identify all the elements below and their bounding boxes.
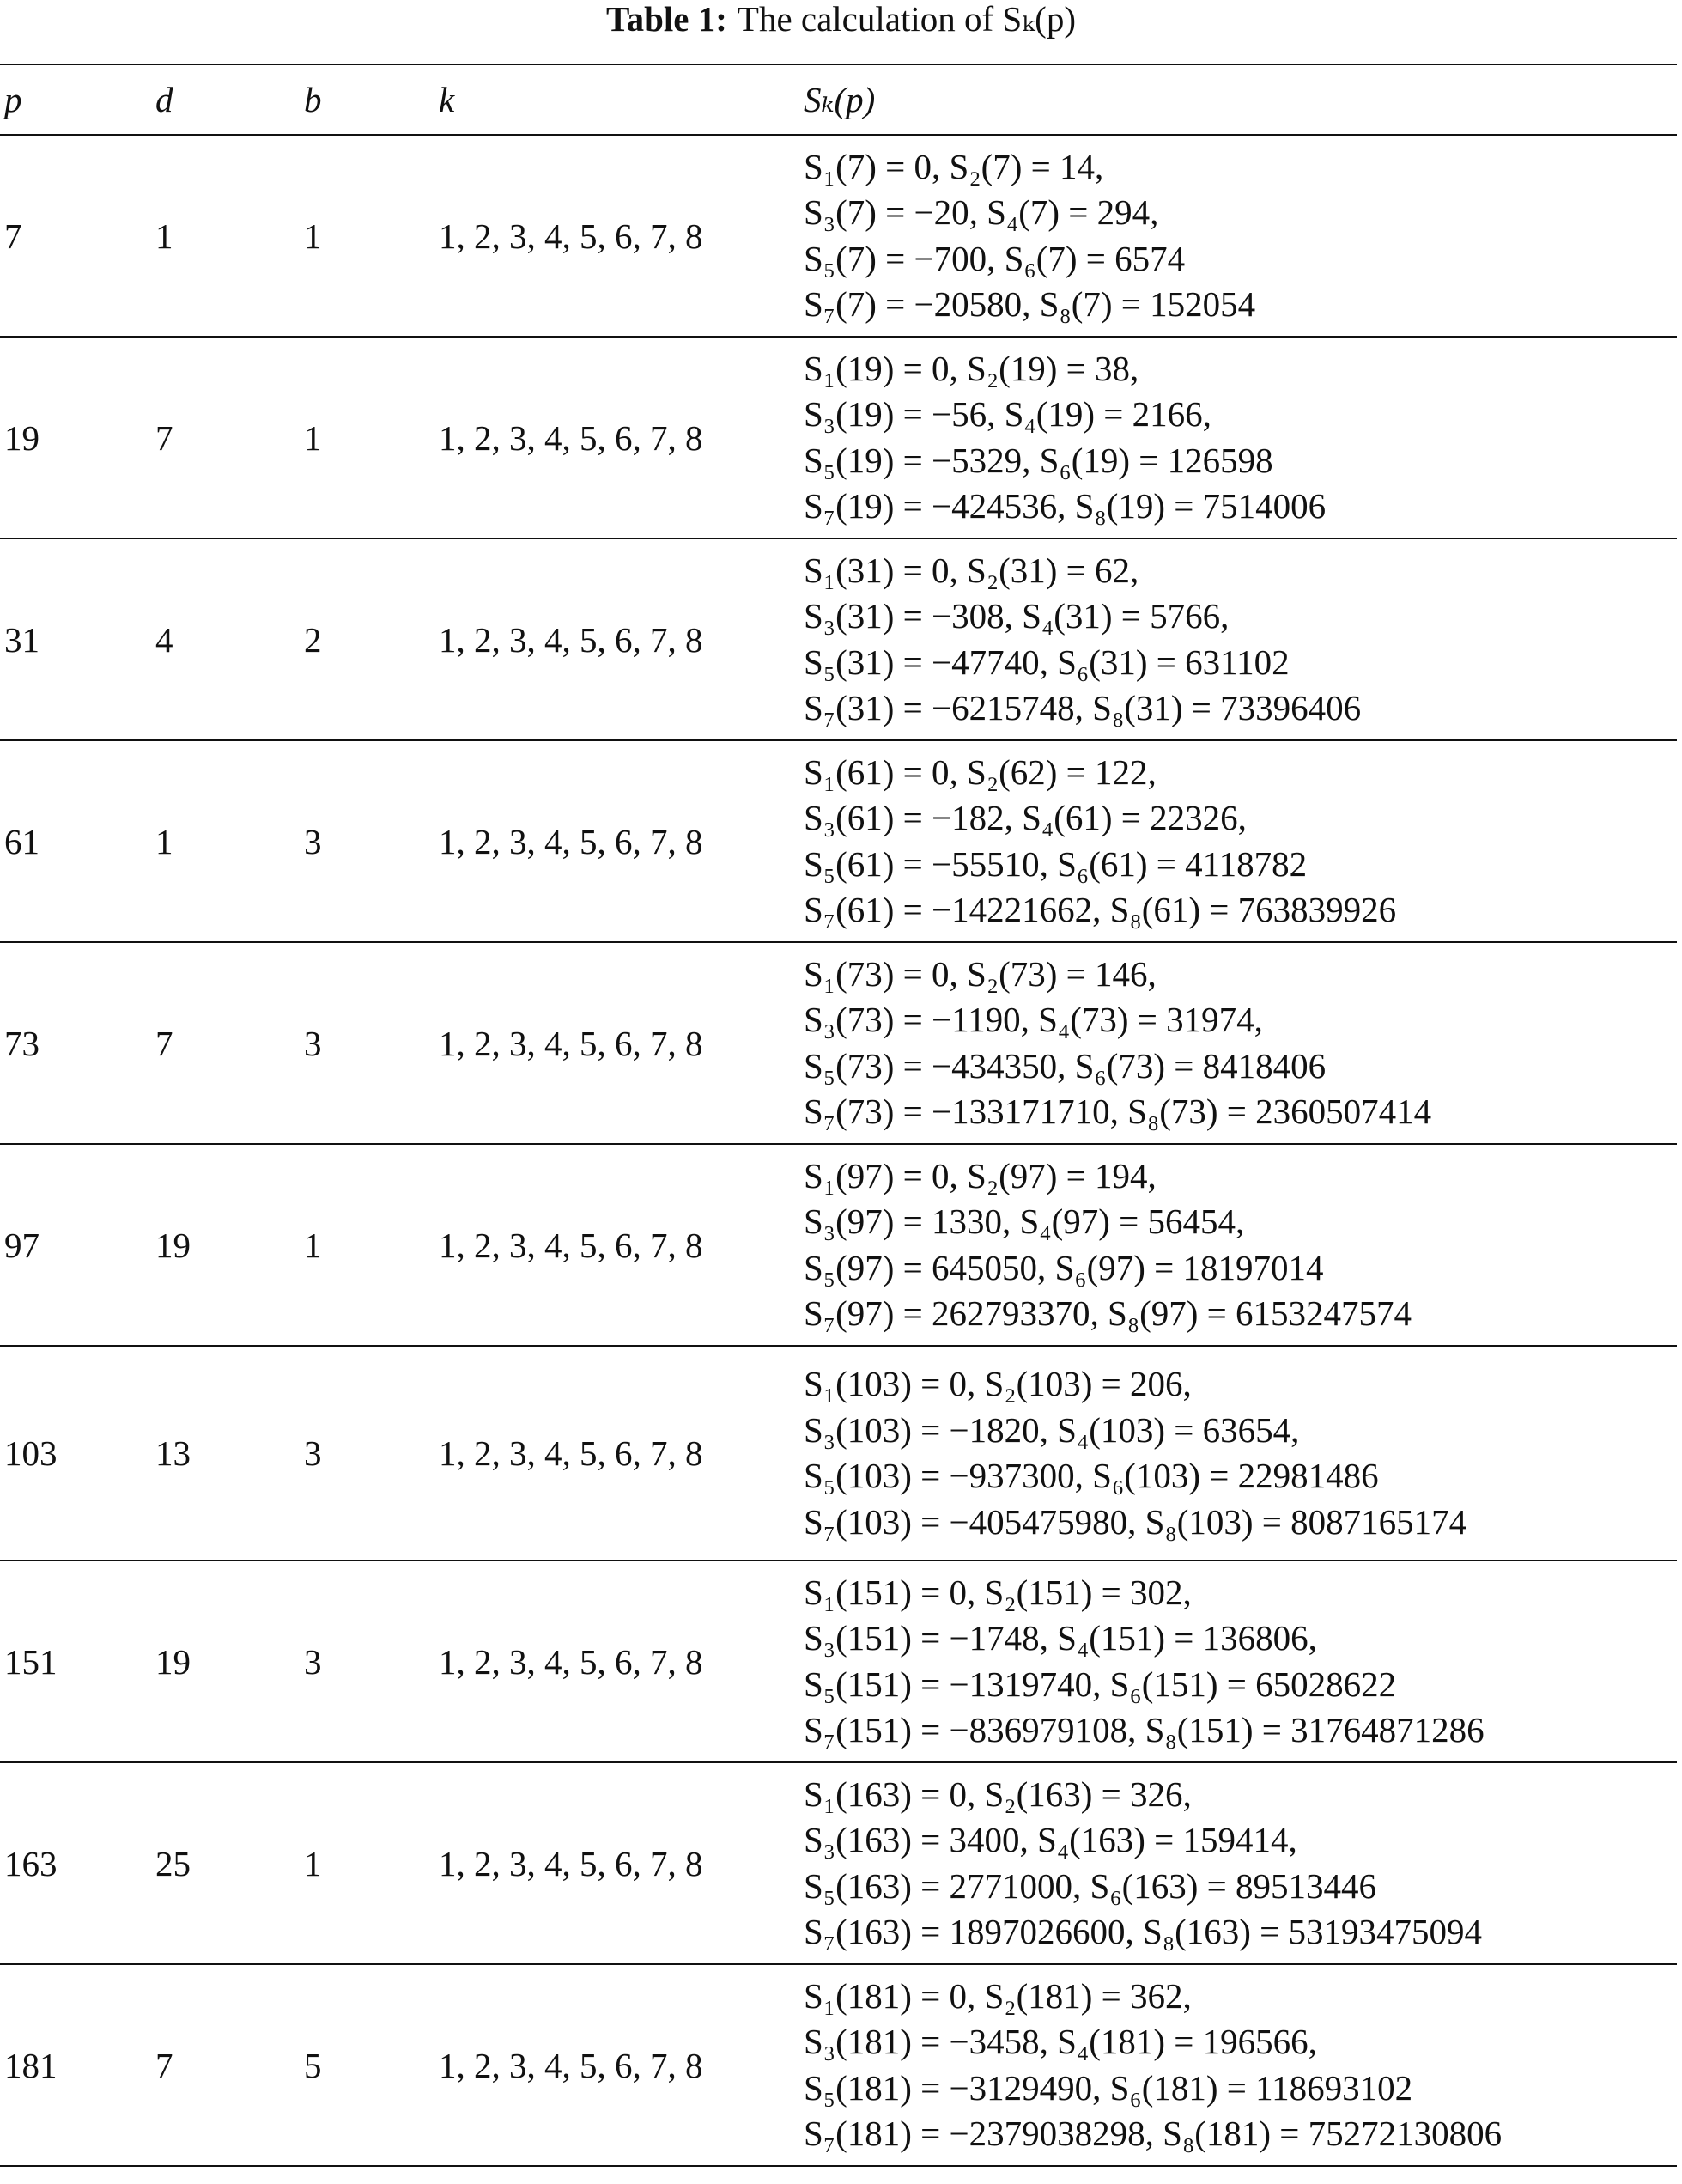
cell-p: 163 bbox=[0, 1762, 155, 1964]
cell-b: 1 bbox=[304, 1762, 439, 1964]
caption-text: The calculation of Sₖ(p) bbox=[737, 0, 1076, 39]
header-k: k bbox=[439, 64, 804, 135]
header-b: b bbox=[304, 64, 439, 135]
s-value-line: S₃(31) = −308, S₄(31) = 5766, bbox=[804, 596, 1230, 636]
s-value-line: S₃(73) = −1190, S₄(73) = 31974, bbox=[804, 1000, 1263, 1039]
s-value-line: S₇(163) = 1897026600, S₈(163) = 53193475094 bbox=[804, 1912, 1483, 1951]
s-value-line: S₁(73) = 0, S₂(73) = 146, bbox=[804, 953, 1157, 994]
cell-k: 1, 2, 3, 4, 5, 6, 7, 8 bbox=[439, 337, 804, 538]
cell-k: 1, 2, 3, 4, 5, 6, 7, 8 bbox=[439, 740, 804, 942]
cell-p: 31 bbox=[0, 538, 155, 740]
cell-d: 13 bbox=[155, 1346, 304, 1560]
table-row bbox=[0, 337, 1677, 538]
s-value-line: S₅(19) = −5329, S₆(19) = 126598 bbox=[804, 440, 1273, 480]
table-row bbox=[0, 1144, 1677, 1346]
s-value-line: S₁(103) = 0, S₂(103) = 206, bbox=[804, 1364, 1192, 1403]
cell-k: 1, 2, 3, 4, 5, 6, 7, 8 bbox=[439, 942, 804, 1144]
cell-b: 3 bbox=[304, 1346, 439, 1560]
s-value-line: S₁(31) = 0, S₂(31) = 62, bbox=[804, 550, 1139, 590]
table-row bbox=[0, 538, 1677, 740]
s-value-line: S₃(151) = −1748, S₄(151) = 136806, bbox=[804, 1618, 1317, 1658]
s-value-line: S₃(163) = 3400, S₄(163) = 159414, bbox=[804, 1820, 1297, 1859]
table-caption bbox=[0, 0, 1682, 41]
cell-d: 25 bbox=[155, 1762, 304, 1964]
cell-d: 19 bbox=[155, 1144, 304, 1346]
cell-b: 3 bbox=[304, 740, 439, 942]
s-value-line: S₅(163) = 2771000, S₆(163) = 89513446 bbox=[804, 1865, 1377, 1906]
table-row bbox=[0, 135, 1677, 337]
s-value-line: S₃(103) = −1820, S₄(103) = 63654, bbox=[804, 1409, 1300, 1450]
cell-d: 19 bbox=[155, 1560, 304, 1762]
cell-s bbox=[804, 538, 1677, 740]
cell-s bbox=[804, 740, 1677, 942]
cell-k: 1, 2, 3, 4, 5, 6, 7, 8 bbox=[439, 1560, 804, 1762]
table-row bbox=[0, 942, 1677, 1144]
s-value-line: S₁(163) = 0, S₂(163) = 326, bbox=[804, 1773, 1192, 1814]
cell-s bbox=[804, 1762, 1677, 1964]
table-row bbox=[0, 740, 1677, 942]
cell-p: 97 bbox=[0, 1144, 155, 1346]
calculation-table bbox=[0, 64, 1677, 2167]
s-value-line: S₇(103) = −405475980, S₈(103) = 8087165174 bbox=[804, 1501, 1467, 1542]
s-value-line: S₅(61) = −55510, S₆(61) = 4118782 bbox=[804, 843, 1308, 884]
cell-d: 7 bbox=[155, 337, 304, 538]
s-value-line: S₃(61) = −182, S₄(61) = 22326, bbox=[804, 798, 1247, 837]
s-value-line: S₅(31) = −47740, S₆(31) = 631102 bbox=[804, 642, 1290, 682]
s-value-line: S₅(7) = −700, S₆(7) = 6574 bbox=[804, 238, 1186, 278]
cell-s bbox=[804, 135, 1677, 337]
s-value-line: S₅(103) = −937300, S₆(103) = 22981486 bbox=[804, 1456, 1379, 1495]
cell-b: 5 bbox=[304, 1964, 439, 2166]
cell-k: 1, 2, 3, 4, 5, 6, 7, 8 bbox=[439, 135, 804, 337]
cell-k: 1, 2, 3, 4, 5, 6, 7, 8 bbox=[439, 1964, 804, 2166]
cell-d: 4 bbox=[155, 538, 304, 740]
cell-s bbox=[804, 942, 1677, 1144]
s-value-line: S₅(97) = 645050, S₆(97) = 18197014 bbox=[804, 1247, 1324, 1287]
cell-s bbox=[804, 1346, 1677, 1560]
cell-d: 7 bbox=[155, 942, 304, 1144]
header-p: p bbox=[0, 64, 155, 135]
cell-p: 7 bbox=[0, 135, 155, 337]
cell-p: 73 bbox=[0, 942, 155, 1144]
s-value-line: S₁(97) = 0, S₂(97) = 194, bbox=[804, 1155, 1157, 1195]
s-value-line: S₇(7) = −20580, S₈(7) = 152054 bbox=[804, 284, 1256, 324]
cell-b: 2 bbox=[304, 538, 439, 740]
cell-s bbox=[804, 1144, 1677, 1346]
cell-s bbox=[804, 1964, 1677, 2166]
s-value-line: S₁(19) = 0, S₂(19) = 38, bbox=[804, 348, 1139, 388]
cell-b: 1 bbox=[304, 1144, 439, 1346]
s-value-line: S₇(61) = −14221662, S₈(61) = 763839926 bbox=[804, 890, 1397, 929]
table-row bbox=[0, 1762, 1677, 1964]
cell-p: 151 bbox=[0, 1560, 155, 1762]
cell-p: 103 bbox=[0, 1346, 155, 1560]
cell-k: 1, 2, 3, 4, 5, 6, 7, 8 bbox=[439, 538, 804, 740]
cell-b: 1 bbox=[304, 135, 439, 337]
table-row bbox=[0, 1964, 1677, 2166]
cell-d: 7 bbox=[155, 1964, 304, 2166]
s-value-line: S₃(7) = −20, S₄(7) = 294, bbox=[804, 192, 1159, 232]
cell-d: 1 bbox=[155, 740, 304, 942]
s-value-line: S₁(7) = 0, S₂(7) = 14, bbox=[804, 146, 1104, 186]
s-value-line: S₃(19) = −56, S₄(19) = 2166, bbox=[804, 394, 1211, 434]
table-row bbox=[0, 1346, 1677, 1560]
cell-b: 3 bbox=[304, 1560, 439, 1762]
table-row bbox=[0, 1560, 1677, 1762]
cell-p: 19 bbox=[0, 337, 155, 538]
s-value-line: S₅(181) = −3129490, S₆(181) = 118693102 bbox=[804, 2067, 1413, 2108]
s-value-line: S₇(73) = −133171710, S₈(73) = 2360507414 bbox=[804, 1092, 1432, 1131]
s-value-line: S₃(97) = 1330, S₄(97) = 56454, bbox=[804, 1202, 1245, 1241]
s-value-line: S₁(181) = 0, S₂(181) = 362, bbox=[804, 1975, 1192, 2016]
s-value-line: S₇(151) = −836979108, S₈(151) = 31764871286 bbox=[804, 1710, 1485, 1749]
cell-d: 1 bbox=[155, 135, 304, 337]
cell-s bbox=[804, 1560, 1677, 1762]
cell-k: 1, 2, 3, 4, 5, 6, 7, 8 bbox=[439, 1346, 804, 1560]
cell-k: 1, 2, 3, 4, 5, 6, 7, 8 bbox=[439, 1144, 804, 1346]
s-value-line: S₃(181) = −3458, S₄(181) = 196566, bbox=[804, 2022, 1317, 2061]
s-value-line: S₅(73) = −434350, S₆(73) = 8418406 bbox=[804, 1045, 1327, 1086]
caption-label: Table 1: bbox=[606, 0, 727, 39]
cell-p: 61 bbox=[0, 740, 155, 942]
header-s: Sₖ(p) bbox=[804, 64, 1677, 135]
s-value-line: S₁(151) = 0, S₂(151) = 302, bbox=[804, 1572, 1192, 1612]
cell-s bbox=[804, 337, 1677, 538]
cell-b: 3 bbox=[304, 942, 439, 1144]
s-value-line: S₇(181) = −2379038298, S₈(181) = 75272130806 bbox=[804, 2114, 1503, 2153]
s-value-line: S₇(97) = 262793370, S₈(97) = 6153247574 bbox=[804, 1293, 1412, 1333]
cell-b: 1 bbox=[304, 337, 439, 538]
s-value-line: S₇(19) = −424536, S₈(19) = 7514006 bbox=[804, 486, 1327, 526]
s-value-line: S₅(151) = −1319740, S₆(151) = 65028622 bbox=[804, 1664, 1397, 1704]
cell-p: 181 bbox=[0, 1964, 155, 2166]
header-d: d bbox=[155, 64, 304, 135]
cell-k: 1, 2, 3, 4, 5, 6, 7, 8 bbox=[439, 1762, 804, 1964]
header-row bbox=[0, 64, 1677, 135]
s-value-line: S₇(31) = −6215748, S₈(31) = 73396406 bbox=[804, 688, 1362, 727]
s-value-line: S₁(61) = 0, S₂(62) = 122, bbox=[804, 751, 1157, 792]
